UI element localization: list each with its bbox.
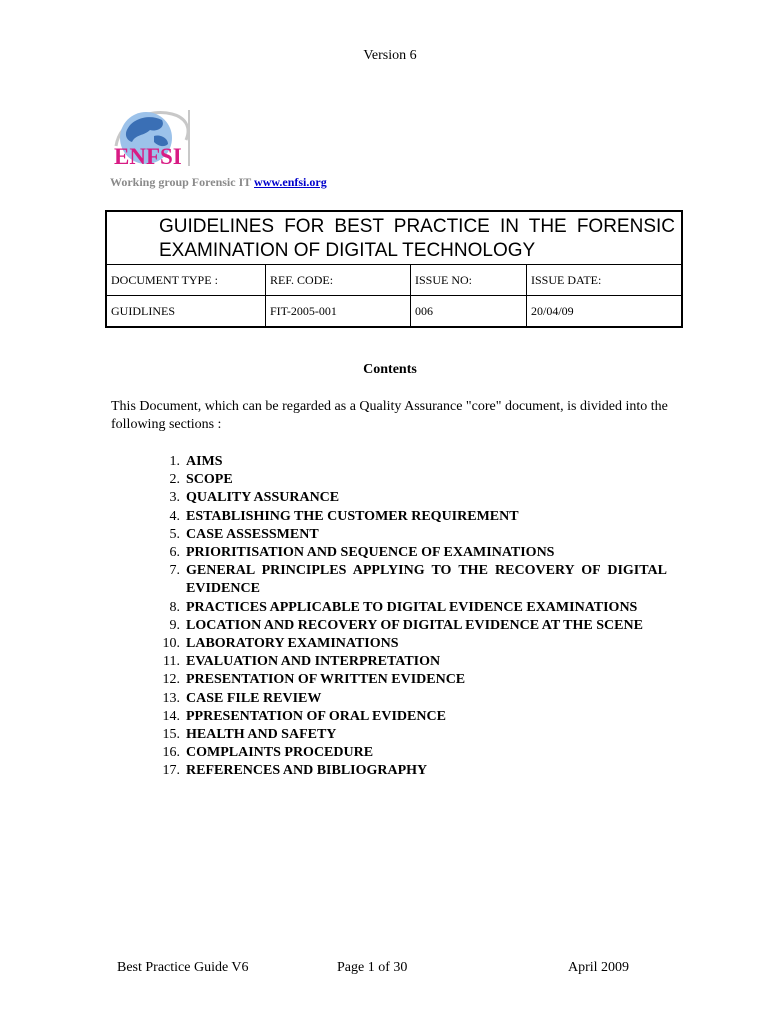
document-title: GUIDELINES FOR BEST PRACTICE IN THE FORENSIC EXAMINATION OF DIGITAL TECHNOLOGY — [159, 216, 675, 261]
contents-intro: This Document, which can be regarded as a Quality Assurance "core" document, is divided into the following sections : — [111, 399, 668, 432]
toc-item — [131, 617, 667, 635]
toc-item — [131, 653, 667, 671]
toc-item-number: 13. — [162, 690, 180, 706]
document-info-table — [105, 210, 683, 328]
working-group-text: Working group Forensic IT — [110, 175, 252, 189]
toc-item-label: PRACTICES APPLICABLE TO DIGITAL EVIDENCE EXAMINATIONS — [186, 599, 638, 615]
toc-item-number: 1. — [169, 454, 180, 469]
toc-item-label: AIMS — [186, 454, 223, 469]
toc-item-label: PRESENTATION OF WRITTEN EVIDENCE — [186, 672, 466, 688]
toc-item — [131, 671, 667, 689]
toc-item-label: GENERAL PRINCIPLES APPLYING TO THE RECOVERY OF DIGITAL EVIDENCE — [186, 563, 667, 597]
enfsi-logo-graphic — [110, 106, 196, 176]
toc-item-number: 2. — [169, 472, 180, 488]
logo-text: ENFSI — [114, 144, 182, 169]
toc-item-label: REFERENCES AND BIBLIOGRAPHY — [186, 763, 428, 779]
issue-no-value: 006 — [411, 296, 527, 328]
toc-item — [131, 635, 667, 653]
toc-item-label: CASE FILE REVIEW — [186, 690, 322, 706]
toc-item-label: LOCATION AND RECOVERY OF DIGITAL EVIDENCE AT THE SCENE — [186, 617, 643, 633]
toc-item-number: 16. — [162, 745, 180, 761]
toc-item-label: PPRESENTATION OF ORAL EVIDENCE — [186, 708, 446, 724]
toc-item-number: 6. — [169, 545, 180, 561]
toc-item — [131, 744, 667, 762]
document-type-header: DOCUMENT TYPE : — [106, 265, 266, 296]
issue-date-value: 20/04/09 — [527, 296, 683, 328]
toc-item-label: PRIORITISATION AND SEQUENCE OF EXAMINATIONS — [186, 545, 555, 561]
toc-item-label: ESTABLISHING THE CUSTOMER REQUIREMENT — [186, 508, 519, 524]
document-type-value: GUIDLINES — [106, 296, 266, 328]
document-title-cell — [106, 211, 682, 265]
table-of-contents — [131, 453, 667, 781]
enfsi-website-link[interactable]: www.enfsi.org — [254, 175, 327, 189]
toc-item — [131, 762, 667, 780]
toc-item-number: 12. — [162, 672, 180, 688]
contents-heading: Contents — [363, 362, 417, 377]
toc-item-number: 4. — [169, 508, 180, 524]
toc-item-label: COMPLAINTS PROCEDURE — [186, 745, 374, 761]
toc-item — [131, 508, 667, 526]
version-label: Version 6 — [363, 48, 417, 63]
toc-item — [131, 526, 667, 544]
toc-item-number: 17. — [162, 763, 180, 779]
toc-item-number: 14. — [162, 708, 180, 724]
toc-item — [131, 562, 667, 598]
enfsi-logo — [110, 106, 196, 176]
toc-item-number: 11. — [163, 654, 180, 670]
footer-left: Best Practice Guide V6 — [117, 960, 249, 975]
toc-item-number: 8. — [169, 599, 180, 615]
toc-item — [131, 471, 667, 489]
toc-item-number: 3. — [169, 490, 180, 506]
footer-date: April 2009 — [568, 960, 630, 975]
footer-page-number: Page 1 of 30 — [337, 960, 408, 975]
toc-item-number: 9. — [169, 617, 180, 633]
toc-item-label: SCOPE — [186, 472, 233, 488]
document-meta-value-row — [106, 296, 682, 328]
toc-item-number: 10. — [162, 636, 180, 652]
toc-item-label: QUALITY ASSURANCE — [186, 490, 340, 506]
document-meta-header-row — [106, 265, 682, 296]
toc-item — [131, 726, 667, 744]
issue-no-header: ISSUE NO: — [411, 265, 527, 296]
ref-code-value: FIT-2005-001 — [266, 296, 411, 328]
toc-item — [131, 544, 667, 562]
toc-item — [131, 690, 667, 708]
toc-item-label: CASE ASSESSMENT — [186, 526, 319, 542]
toc-item — [131, 453, 667, 471]
toc-item-number: 7. — [169, 563, 180, 579]
toc-item-label: EVALUATION AND INTERPRETATION — [186, 654, 441, 670]
toc-item — [131, 489, 667, 507]
toc-item — [131, 708, 667, 726]
ref-code-header: REF. CODE: — [266, 265, 411, 296]
toc-item-label: HEALTH AND SAFETY — [186, 727, 337, 743]
issue-date-header: ISSUE DATE: — [527, 265, 683, 296]
toc-item-label: LABORATORY EXAMINATIONS — [186, 636, 399, 652]
working-group-line — [110, 175, 327, 190]
toc-item — [131, 599, 667, 617]
toc-item-number: 5. — [169, 526, 180, 542]
toc-item-number: 15. — [162, 727, 180, 743]
